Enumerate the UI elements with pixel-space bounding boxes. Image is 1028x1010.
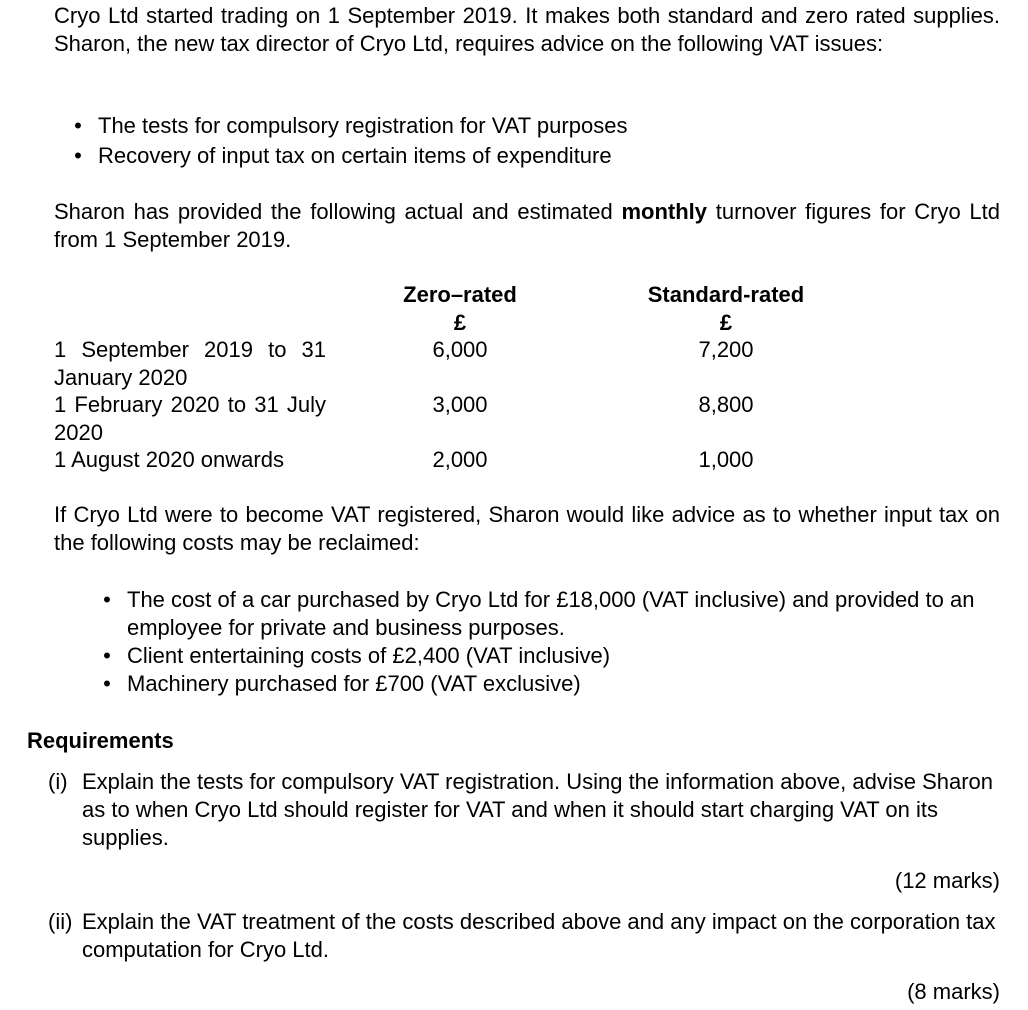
standard-rated-value: 8,800 (698, 392, 754, 417)
cost-text: Machinery purchased for £700 (VAT exclusive) (127, 671, 581, 696)
zero-rated-value: 6,000 (432, 337, 488, 362)
period-label: 1 August 2020 onwards (54, 447, 284, 472)
cost-text: The cost of a car purchased by Cryo Ltd for £18,000 (VAT inclusive) and provided to an employee for private and business purposes. (127, 587, 975, 640)
costs-list (103, 586, 1002, 698)
cost-item (103, 642, 1002, 670)
column-header-standard-rated: Standard-rated (647, 282, 805, 307)
requirement-number: (i) (48, 769, 68, 794)
zero-rated-value: 3,000 (432, 392, 488, 417)
column-header-zero-rated: Zero–rated (403, 282, 517, 307)
bullet-icon: • (103, 643, 111, 668)
requirement-text: Explain the tests for compulsory VAT registration. Using the information above, advise Sharon as to when Cryo Ltd should register for VAT and when it should start charging VAT on its supplies. (82, 769, 994, 850)
issues-list (74, 112, 978, 172)
standard-rated-value: 7,200 (698, 337, 754, 362)
period-label: 1 September 2019 to 31 January 2020 (54, 337, 326, 390)
turnover-intro-before: Sharon has provided the following actual and estimated (54, 199, 622, 224)
turnover-intro-paragraph (54, 198, 1000, 254)
requirement-number: (ii) (48, 909, 73, 934)
requirements-heading: Requirements (27, 728, 174, 753)
period-label: 1 February 2020 to 31 July 2020 (54, 392, 326, 445)
turnover-intro-after: turnover figures for Cryo Ltd from 1 September 2019. (54, 199, 1000, 252)
intro-paragraph: Cryo Ltd started trading on 1 September 2019. It makes both standard and zero rated supplies. Sharon, the new tax director of Cryo Ltd, requires advice on the following VAT issues: (54, 3, 1000, 56)
currency-header-standard: £ (719, 310, 733, 335)
bullet-icon: • (74, 143, 82, 168)
issue-text: Recovery of input tax on certain items of expenditure (98, 143, 612, 168)
issue-text: The tests for compulsory registration for VAT purposes (98, 113, 628, 138)
requirement-text: Explain the VAT treatment of the costs described above and any impact on the corporation tax computation for Cryo Ltd. (82, 909, 996, 962)
bullet-icon: • (74, 113, 82, 138)
turnover-intro-bold: monthly (621, 199, 708, 224)
standard-rated-value: 1,000 (698, 447, 754, 472)
costs-intro-paragraph: If Cryo Ltd were to become VAT registered, Sharon would like advice as to whether input tax on the following costs may be reclaimed: (54, 502, 1000, 555)
zero-rated-value: 2,000 (432, 447, 488, 472)
bullet-icon: • (103, 671, 111, 696)
cost-item (103, 586, 1002, 642)
currency-header-zero: £ (453, 310, 467, 335)
cost-text: Client entertaining costs of £2,400 (VAT inclusive) (127, 643, 611, 668)
issue-item (74, 112, 978, 142)
cost-item (103, 670, 1002, 698)
issue-item (74, 142, 978, 172)
bullet-icon: • (103, 587, 111, 612)
requirement-marks: (8 marks) (907, 979, 1000, 1004)
requirement-marks: (12 marks) (894, 868, 1000, 893)
